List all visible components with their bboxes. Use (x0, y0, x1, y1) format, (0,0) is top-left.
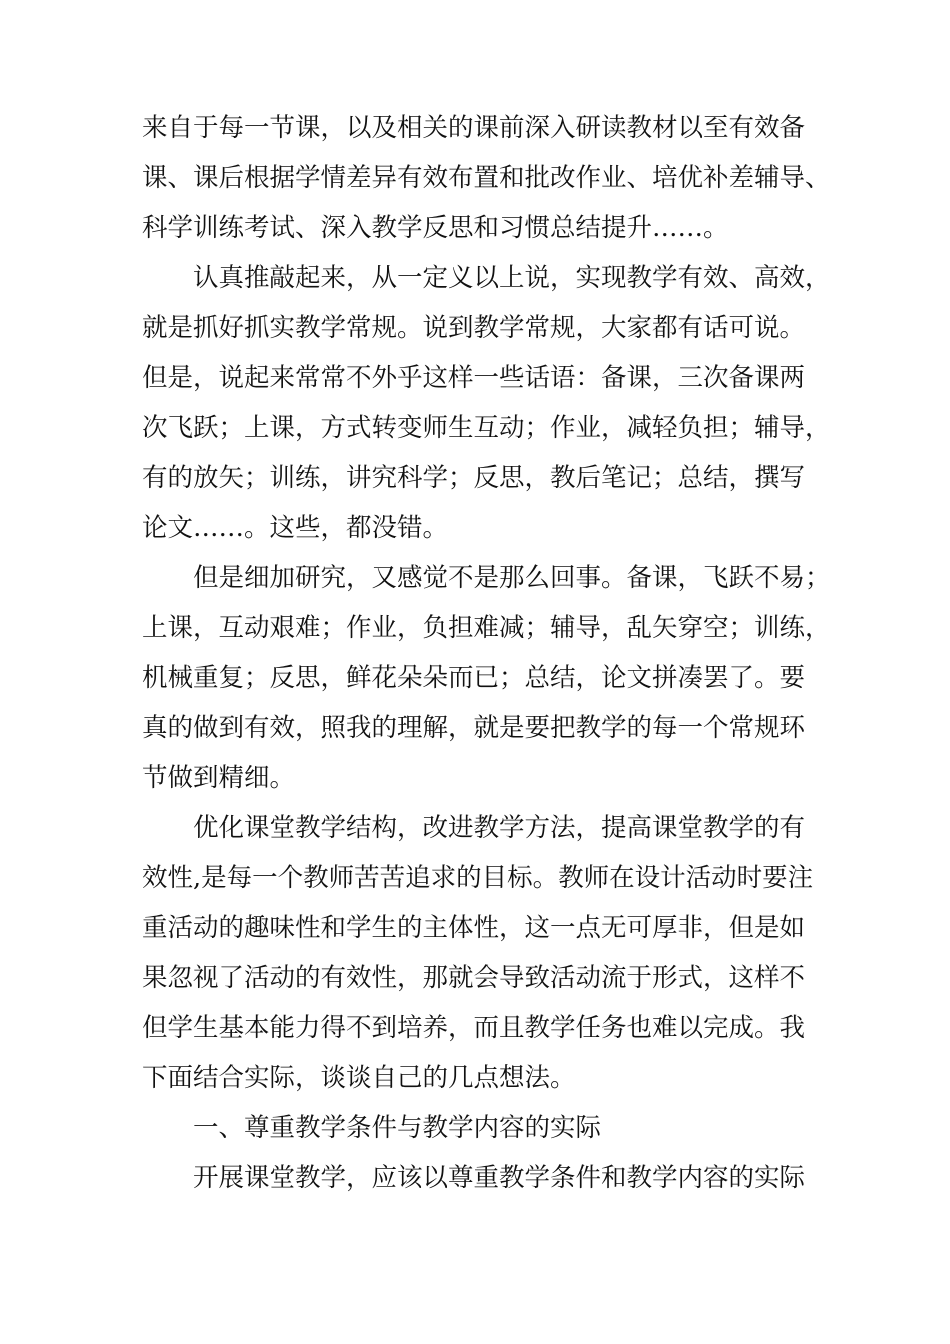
text-line: 真的做到有效，照我的理解，就是要把教学的每一个常规环 (142, 713, 806, 743)
paragraph-first-line: 但是细加研究，又感觉不是那么回事。备课，飞跃不易； (193, 563, 831, 593)
text-line: 来自于每一节课，以及相关的课前深入研读教材以至有效备 (142, 113, 806, 143)
text-line: 节做到精细。 (142, 763, 296, 793)
text-line: 上课，互动艰难；作业，负担难减；辅导，乱矢穿空；训练， (142, 613, 831, 643)
text-line: 论文……。这些，都没错。 (142, 513, 449, 543)
text-line: 课、课后根据学情差异有效布置和批改作业、培优补差辅导、 (142, 163, 831, 193)
text-line: 次飞跃；上课，方式转变师生互动；作业，减轻负担；辅导， (142, 413, 831, 443)
text-line: 果忽视了活动的有效性，那就会导致活动流于形式，这样不 (142, 963, 806, 993)
paragraph-first-line: 开展课堂教学，应该以尊重教学条件和教学内容的实际 (193, 1163, 806, 1193)
text-line: 重活动的趣味性和学生的主体性，这一点无可厚非，但是如 (142, 913, 806, 943)
text-line: 效性,是每一个教师苦苦追求的目标。教师在设计活动时要注 (142, 863, 814, 893)
text-line: 机械重复；反思，鲜花朵朵而已；总结，论文拼凑罢了。要 (142, 663, 806, 693)
text-line: 下面结合实际，谈谈自己的几点想法。 (142, 1063, 576, 1093)
section-heading: 一、尊重教学条件与教学内容的实际 (193, 1113, 602, 1143)
text-line: 就是抓好抓实教学常规。说到教学常规，大家都有话可说。 (142, 313, 806, 343)
text-line: 有的放矢；训练，讲究科学；反思，教后笔记；总结，撰写 (142, 463, 806, 493)
paragraph-first-line: 认真推敲起来，从一定义以上说，实现教学有效、高效， (193, 263, 831, 293)
text-line: 但学生基本能力得不到培养，而且教学任务也难以完成。我 (142, 1013, 806, 1043)
paragraph-first-line: 优化课堂教学结构，改进教学方法，提高课堂教学的有 (193, 813, 806, 843)
text-line: 但是，说起来常常不外乎这样一些话语：备课，三次备课两 (142, 363, 806, 393)
text-line: 科学训练考试、深入教学反思和习惯总结提升……。 (142, 213, 729, 243)
